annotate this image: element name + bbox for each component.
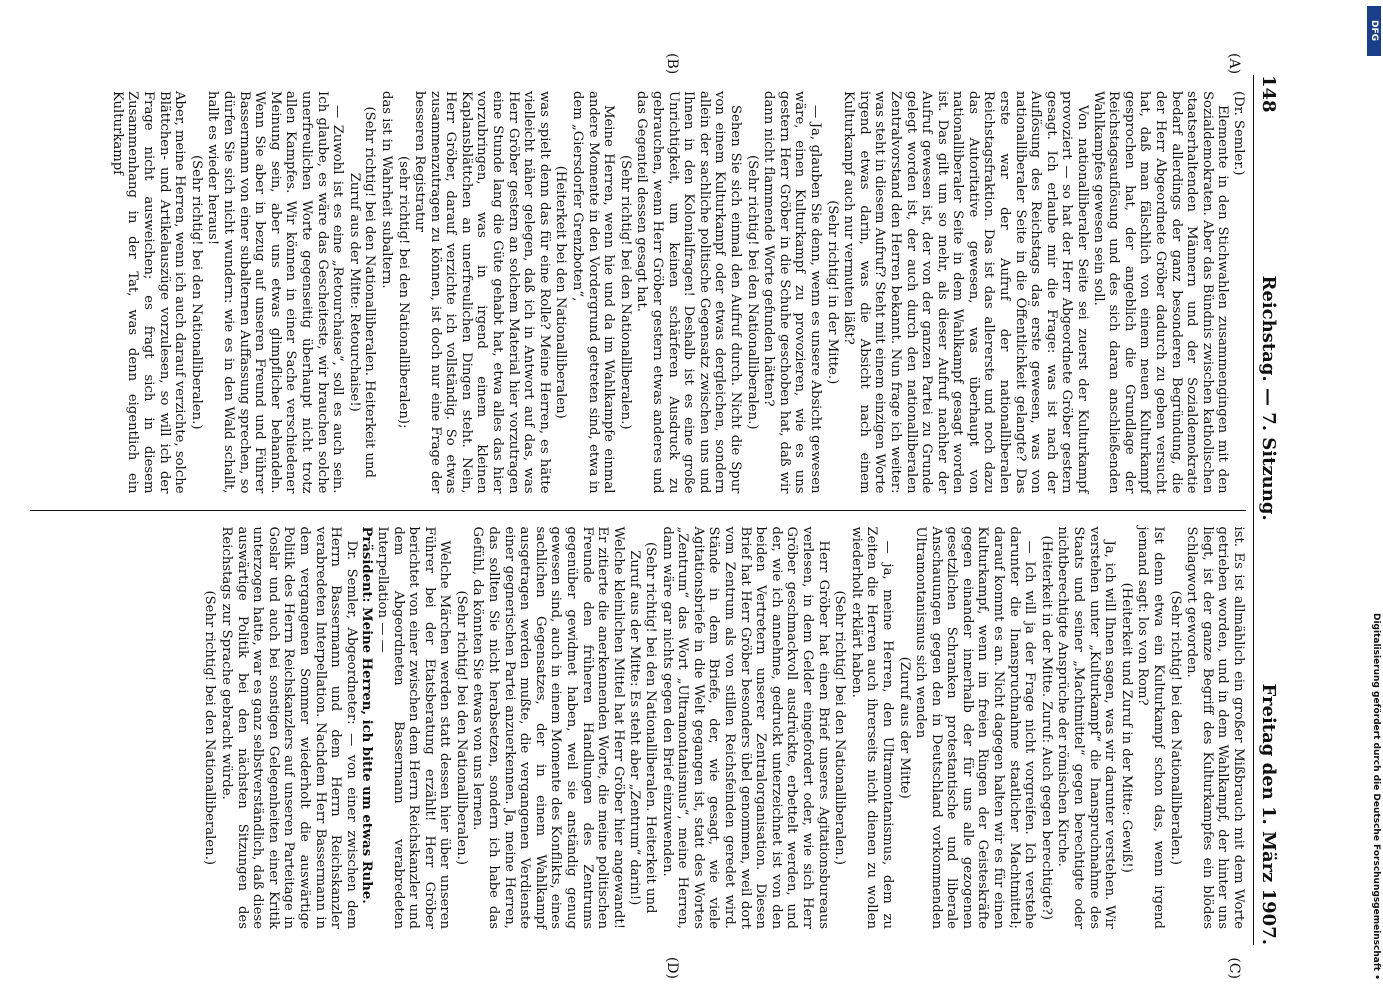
paragraph: was spielt denn das für eine Rolle? Meine Herren, es hätte vielleicht näher gelegen, daß ich in Antwort auf das, was Herr Gröber gestern an solchem Material hier vorzutragen eine Stunde lang die Güte gehabt hat, etwa alles das hier vorzubringen, was in irgend einem kleinen Kaplansblättchen an unerfreulichen Dingen steht. Nein, Herr Gröber, darauf verzichte ich vollständig. So etwas zusammenzutragen zu können, ist doch nur eine Frage der besseren Registratur bbox=[412, 91, 552, 494]
interjection: (Heiterkeit und Zuruf in der Mitte: Gewiß!) bbox=[1118, 582, 1134, 873]
paragraph: ist. Es ist allmählich ein großer Mißbrauch mit dem Worte getrieben worden, und in dem Wahlkampf, der hinter uns liegt, ist der ganze Begriff des Kulturkampfes ein blödes Schlagwort geworden. bbox=[1184, 526, 1246, 929]
interjection: (Sehr richtig! bei den Nationalliberalen.) bbox=[617, 154, 633, 430]
dfg-logo: DFG bbox=[1367, 6, 1381, 56]
paragraph: — Ich will ja der Frage nicht vorgreifen. Ich verstehe darunter die Inanspruchnahme staatlicher Machtmittel; darauf kommt es an. Nicht dagegen halten wir es für einen Kulturkampf, wenn im freien Ringen der Geisteskräfte gegen einander innerhalb der für uns alle gezogenen gesetzlichen Schranken protestantische und liberale Anschauungen gegen den in Deutschland vorkommenden Ultramontanismus sich wenden bbox=[913, 526, 1038, 929]
digitization-note: Digitalisierung gefördert durch die Deutsche Forschungsgemeinschaft • bbox=[1371, 613, 1381, 980]
interjection: (Sehr richtig! bei den Nationalliberalen.) bbox=[453, 590, 469, 866]
header-date: Freitag den 1. März 1907. bbox=[1258, 683, 1280, 945]
interjection: (Sehr richtig! bei den Nationalliberalen. Heiterkeit und Zuruf aus der Mitte: Es steht aber „Zentrum“ darin!) bbox=[627, 542, 659, 914]
margin-mark-c: (C) bbox=[1226, 957, 1242, 979]
paragraph: das ist in Wahrheit subaltern. bbox=[378, 91, 394, 289]
page-number: 148 bbox=[1258, 75, 1280, 113]
paragraph: Aber, meine Herren, wenn ich auch darauf verzichte, solche Blättchen- und Artikelauszüge vorzulesen, so will ich der Frage nicht ausweichen; es fragt sich in diesem Zusammenhang in der Tat, was denn eigentlich ein Kulturkampf bbox=[109, 91, 188, 494]
margin-mark-d: (D) bbox=[664, 956, 680, 979]
interjection: (sehr richtig! bei den Nationalliberalen); bbox=[395, 155, 411, 429]
interjection: (Sehr richtig! bei den Nationalliberalen.) bbox=[1167, 590, 1183, 866]
margin-mark-a: (A) bbox=[1226, 53, 1242, 75]
interjection: (Zuruf aus der Mitte) bbox=[896, 656, 912, 799]
paragraph: — ja, meine Herren, den Ultramontanismus, dem zu Zeiten die Herren auch ihrerseits nicht dienen zu wollen wiederholt erklärt haben. bbox=[848, 526, 895, 929]
paragraph: Dr. Semler, Abgeordneter: — von einer zwischen dem Herrn Bassermann und dem Herrn Reichskanzler verabredeten Interpellation. Nachdem Herr Bassermann in dem vergangenen Sommer wiederholt die auswärtige Politik des Herrn Reichskanzlers auf unseren Parteitage in Goslar und auch bei sonstigen Gelegenheiten einer Kritik unterzogen hatte, war es ganz selbstverständlich, daß diese auswärtige Politik bei den nächsten Sitzungen des Reichstags zur Sprache gebracht würde. bbox=[219, 526, 359, 929]
interjection: (Sehr richtig! bei den Nationalliberalen.) bbox=[832, 590, 848, 866]
paragraph: (Dr. Semler.) bbox=[1231, 91, 1246, 176]
interjection: (Heiterkeit bei den Nationalliberalen) bbox=[553, 165, 569, 419]
interjection: (Heiterkeit in der Mitte. Zuruf: Auch gegen berechtigte?) bbox=[1038, 535, 1054, 920]
interjection: (Sehr richtig! in der Mitte.) bbox=[824, 200, 840, 385]
paragraph: Präsident: Meine Herren, ich bitte um etwas Ruhe. bbox=[359, 526, 375, 904]
document-page bbox=[10, 35, 1300, 985]
paragraph: Meine Herren, wenn hie und da im Wahlkampfe einmal andere Momente in den Vordergrund getreten sind, etwa in dem „Giersdorfer Grenzboten“, bbox=[570, 91, 617, 494]
paragraph: Elemente in den Stichwahlen zusammengingen mit den Sozialdemokraten. Aber das Bündnis zwischen katholischen staatserhaltenden Männern und der Sozialdemokratie bedarf allerdings der ganz besonderen Begründung, die der Herr Abgeordnete Gröber dadurch zu geben versucht hat, daß man fälschlich von einem neuen Kulturkampf gesprochen hat, der angeblich die Grundlage der Reichstagsauflösung und des sich daran anschließenden Wahlkampfes gewesen sein soll. bbox=[1090, 91, 1231, 494]
right-column bbox=[30, 510, 1246, 946]
interjection: (Sehr richtig! bei den Nationalliberalen.) bbox=[744, 154, 760, 430]
interjection: (Sehr richtig! bei den Nationalliberalen.) bbox=[188, 154, 204, 430]
paragraph: Herr Gröber hat einen Brief unseres Agitationsbureaus verlesen, in dem Gelder eingefordert oder, wie sich Herr Gröber geschmackvoll ausdrückte, erbettelt werden, und der, wie ich annehme, gedruckt unterzeichnet ist von den beiden Vertretern unserer Zentralorganisation. Diesen Brief hat Herr Gröber besonders übel genommen, weil dort vom Zentrum als von stillen Reichsfeinden geredet wird. Stände in dem Briefe, der, wie gesagt, wie viele Agitationsbriefe in die Welt gegangen ist, statt des Wortes „Zentrum“ das Wort „Ultramontanismus“, meine Herren, dann wäre gar nichts gegen den Brief einzuwenden. bbox=[659, 526, 831, 929]
margin-mark-b: (B) bbox=[664, 53, 680, 75]
paragraph: — Ja, glauben Sie denn, wenn es unsere Absicht gewesen wäre, einen Kulturkampf zu provozieren, wie es uns gestern Herr Gröber in die Schuhe geschoben hat, daß wir dann nicht flammende Worte gefunden hätten? bbox=[761, 91, 823, 494]
paragraph: Sehen Sie sich einmal den Aufruf durch. Nicht die Spur von einem Kulturkampf oder etwas dergleichen, sondern allein der sachliche politische Gegensatz zwischen uns und Ihnen in den Kolonialfragen! Deshalb ist es eine große Unrichtigkeit, um keinen schärferen Ausdruck zu gebrauchen, wenn Herr Gröber gestern etwas anderes und das Gegenteil dessen gesagt hat. bbox=[634, 91, 743, 494]
left-column bbox=[30, 75, 1246, 510]
header-title: Reichstag. — 7. Sitzung. bbox=[1258, 275, 1280, 521]
text-columns bbox=[30, 75, 1246, 945]
interjection: (Sehr richtig! bei den Nationalliberalen.) bbox=[202, 590, 218, 866]
interjection: (Sehr richtig! bei den Nationalliberalen. Heiterkeit und Zuruf aus der Mitte: Retourchaise!) bbox=[346, 106, 378, 478]
paragraph: Ist denn etwa ein Kulturkampf schon das, wenn irgend jemand sagt: los von Rom? bbox=[1135, 526, 1167, 929]
paragraph: Von nationalliberaler Seite sei zuerst der Kulturkampf provoziert — so hat der Herr Abgeordnete Gröber gestern gesagt. Ich erlaube mir die Frage: was ist nach der Auflösung des Reichstags das erste gewesen, was von nationalliberaler Seite in die Öffentlichkeit gelangte? Das erste war der Aufruf der nationalliberalen Reichstagsfraktion. Das ist das allererste und noch dazu das Autoritative gewesen, was überhaupt von nationalliberaler Seite in dem Wahlkampf gesagt worden ist. Das gilt um so mehr, als dieser Aufruf nachher der Aufruf gewesen ist, der von der ganzen Partei zu Grunde gelegt worden ist, der auch durch den nationalliberalen Zentralvorstand den Herren bekannt. Nun frage ich weiter: was steht in diesem Aufruf? Steht mit einem einzigen Worte irgend etwas darin, was die Absicht nach einem Kulturkampf auch nur vermuten läßt? bbox=[841, 91, 1091, 494]
paragraph: Welche kleinlichen Mittel hat Herr Gröber hier angewandt! Er zitierte die anerkennenden Worte, die meine politischen Freunde den früheren Handlungen des Zentrums gegenüber gewidmet haben, weil sie anständig genug gewesen sind, auch in einem Momente des Konflikts, eines sachlichen Gegensatzes, der in einem Wahlkampf ausgetragen werden mußte, die vergangenen Verdienste einer gegnerischen Partei anzuerkennen. Ja, meine Herren, das sollten Sie nicht herabsetzen, sondern ich habe das Gefühl, da könnten Sie etwas von uns lernen. bbox=[470, 526, 626, 929]
page-header bbox=[1253, 75, 1284, 945]
paragraph: — Zuwohl ist es eine „Retourchaise“, soll es auch sein. Ich glaube, es wäre das Gescheiteste, wir brauchen solche unerfreulichen Worte gegenseitig überhaupt nicht trotz allen Kampfes. Wir können in einer Sache verschiedener Meinung sein, aber uns etwas glimpflicher behandeln. Wenn Sie aber in bezug auf unseren Freund und Führer Bassermann von einer subalternen Auffassung sprechen, so dürfen Sie sich nicht wundern: wie es in den Wald schallt, hallt es wieder heraus! bbox=[205, 91, 346, 494]
paragraph: Welche Märchen werden statt dessen hier über unseren Führer bei der Etatsberatung erzählt! Herr Gröber berichtet von einer zwischen dem Herrn Reichskanzler und dem Abgeordneten Bassermann verabredeten Interpellation — — bbox=[374, 526, 453, 929]
paragraph: Ja, ich will Ihnen sagen, was wir darunter verstehen. Wir verstehen unter „Kulturkampf“ die Inanspruchnahme des Staats und seiner „Machtmittel“ gegen berechtigte oder nichtberechtigte Ansprüche der römischen Kirche. bbox=[1055, 526, 1118, 929]
